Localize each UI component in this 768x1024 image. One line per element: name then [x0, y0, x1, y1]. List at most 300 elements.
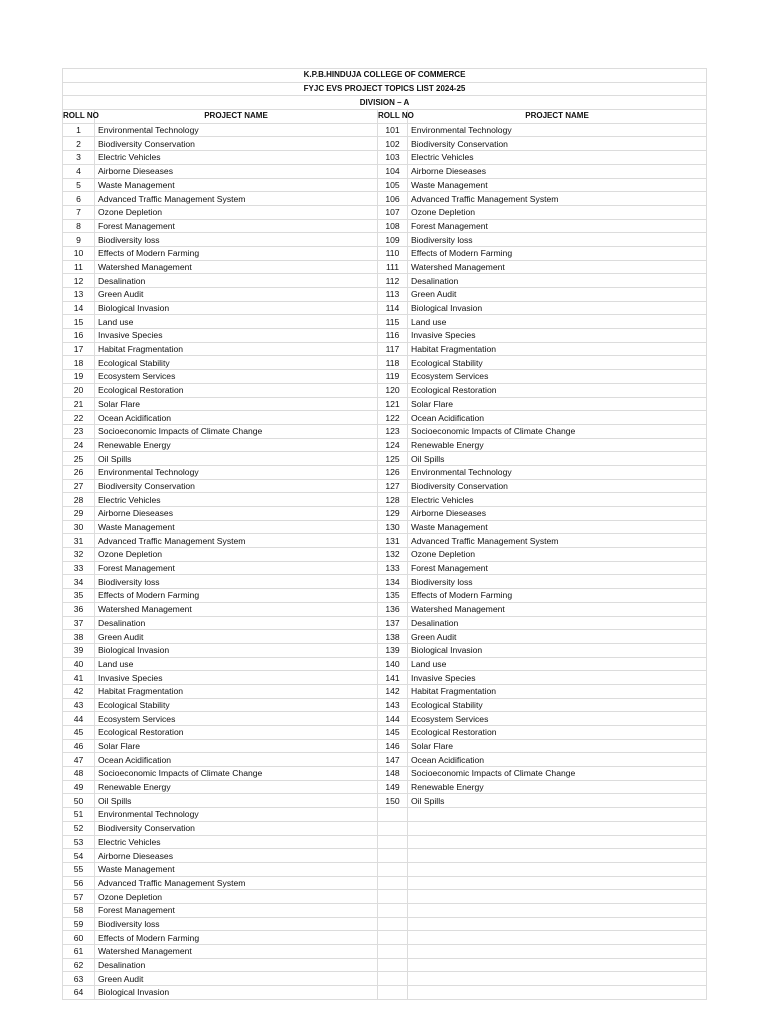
left-project-name: Environmental Technology	[95, 123, 378, 137]
right-roll-no: 136	[378, 602, 408, 616]
right-roll-no: 107	[378, 205, 408, 219]
left-project-name: Biological Invasion	[95, 986, 378, 1000]
table-row	[63, 767, 707, 781]
right-roll-no: 150	[378, 794, 408, 808]
left-roll-no: 9	[63, 233, 95, 247]
right-roll-no	[378, 835, 408, 849]
left-roll-no: 63	[63, 972, 95, 986]
right-project-name	[408, 903, 707, 917]
table-row	[63, 438, 707, 452]
right-project-name: Renewable Energy	[408, 780, 707, 794]
table-row	[63, 493, 707, 507]
left-roll-no: 51	[63, 808, 95, 822]
header-row-title	[63, 82, 707, 96]
left-roll-no: 58	[63, 903, 95, 917]
left-roll-no: 38	[63, 630, 95, 644]
left-roll-no: 33	[63, 561, 95, 575]
right-project-name: Land use	[408, 657, 707, 671]
left-project-name: Airborne Dieseases	[95, 849, 378, 863]
left-roll-no: 24	[63, 438, 95, 452]
table-row	[63, 753, 707, 767]
right-project-name: Biodiversity Conservation	[408, 137, 707, 151]
right-roll-no: 111	[378, 260, 408, 274]
list-title: FYJC EVS PROJECT TOPICS LIST 2024-25	[63, 82, 707, 96]
left-roll-no: 15	[63, 315, 95, 329]
right-roll-no	[378, 862, 408, 876]
right-project-name: Solar Flare	[408, 739, 707, 753]
left-roll-no: 40	[63, 657, 95, 671]
left-roll-no: 31	[63, 534, 95, 548]
table-row	[63, 288, 707, 302]
right-project-name	[408, 958, 707, 972]
table-row	[63, 972, 707, 986]
left-roll-no: 47	[63, 753, 95, 767]
left-project-name: Ecosystem Services	[95, 370, 378, 384]
table-row	[63, 602, 707, 616]
table-row	[63, 370, 707, 384]
left-project-name: Invasive Species	[95, 671, 378, 685]
left-project-name: Green Audit	[95, 630, 378, 644]
right-project-name: Forest Management	[408, 219, 707, 233]
left-roll-no: 46	[63, 739, 95, 753]
left-roll-no: 35	[63, 589, 95, 603]
left-roll-no: 50	[63, 794, 95, 808]
right-roll-no: 142	[378, 684, 408, 698]
right-project-name: Forest Management	[408, 561, 707, 575]
right-roll-no: 145	[378, 726, 408, 740]
right-roll-no: 146	[378, 739, 408, 753]
right-project-name: Ecological Stability	[408, 356, 707, 370]
left-roll-no: 36	[63, 602, 95, 616]
right-project-name: Habitat Fragmentation	[408, 684, 707, 698]
left-roll-no: 30	[63, 520, 95, 534]
left-roll-no: 16	[63, 329, 95, 343]
table-row	[63, 862, 707, 876]
right-project-name: Socioeconomic Impacts of Climate Change	[408, 767, 707, 781]
right-project-name	[408, 931, 707, 945]
right-roll-no: 141	[378, 671, 408, 685]
table-row	[63, 876, 707, 890]
right-roll-no: 147	[378, 753, 408, 767]
right-project-name: Green Audit	[408, 288, 707, 302]
left-project-name: Forest Management	[95, 903, 378, 917]
column-header-row	[63, 110, 707, 124]
table-row	[63, 520, 707, 534]
right-roll-no: 116	[378, 329, 408, 343]
left-project-name: Ocean Acidification	[95, 753, 378, 767]
left-roll-no: 45	[63, 726, 95, 740]
right-roll-no: 120	[378, 383, 408, 397]
right-project-name: Environmental Technology	[408, 123, 707, 137]
right-project-name: Invasive Species	[408, 329, 707, 343]
left-project-name: Ecosystem Services	[95, 712, 378, 726]
right-roll-no: 122	[378, 411, 408, 425]
left-roll-no: 11	[63, 260, 95, 274]
left-roll-no: 22	[63, 411, 95, 425]
table-row	[63, 315, 707, 329]
right-project-name: Land use	[408, 315, 707, 329]
right-project-name: Electric Vehicles	[408, 493, 707, 507]
table-row	[63, 274, 707, 288]
left-project-name: Socioeconomic Impacts of Climate Change	[95, 767, 378, 781]
right-roll-no	[378, 876, 408, 890]
left-project-name: Electric Vehicles	[95, 493, 378, 507]
left-project-name: Biodiversity Conservation	[95, 821, 378, 835]
right-roll-no	[378, 903, 408, 917]
left-project-name: Solar Flare	[95, 397, 378, 411]
left-roll-no: 21	[63, 397, 95, 411]
left-project-name: Socioeconomic Impacts of Climate Change	[95, 424, 378, 438]
right-roll-no: 118	[378, 356, 408, 370]
table-row	[63, 931, 707, 945]
table-row	[63, 835, 707, 849]
left-roll-no: 14	[63, 301, 95, 315]
right-project-name: Waste Management	[408, 520, 707, 534]
right-roll-no: 124	[378, 438, 408, 452]
left-project-name: Desalination	[95, 958, 378, 972]
right-project-name: Watershed Management	[408, 602, 707, 616]
left-roll-no: 13	[63, 288, 95, 302]
left-roll-no: 17	[63, 342, 95, 356]
left-roll-no: 53	[63, 835, 95, 849]
left-project-name: Airborne Dieseases	[95, 164, 378, 178]
right-roll-no: 126	[378, 465, 408, 479]
left-project-name: Green Audit	[95, 288, 378, 302]
left-roll-no: 55	[63, 862, 95, 876]
right-project-name: Advanced Traffic Management System	[408, 534, 707, 548]
right-roll-no: 114	[378, 301, 408, 315]
left-project-name: Biodiversity Conservation	[95, 137, 378, 151]
right-roll-no: 133	[378, 561, 408, 575]
table-row	[63, 356, 707, 370]
left-project-name: Ecological Stability	[95, 698, 378, 712]
left-project-name: Ozone Depletion	[95, 890, 378, 904]
left-project-name: Forest Management	[95, 219, 378, 233]
right-roll-no	[378, 849, 408, 863]
left-project-name: Biodiversity loss	[95, 575, 378, 589]
left-project-name: Waste Management	[95, 178, 378, 192]
table-row	[63, 794, 707, 808]
roll-no-header: ROLL NO	[63, 110, 95, 124]
table-row	[63, 712, 707, 726]
right-project-name: Biological Invasion	[408, 301, 707, 315]
left-project-name: Oil Spills	[95, 452, 378, 466]
right-roll-no: 110	[378, 246, 408, 260]
left-roll-no: 62	[63, 958, 95, 972]
left-project-name: Renewable Energy	[95, 438, 378, 452]
right-roll-no: 103	[378, 151, 408, 165]
left-roll-no: 28	[63, 493, 95, 507]
right-project-name: Ozone Depletion	[408, 548, 707, 562]
right-roll-no: 143	[378, 698, 408, 712]
right-project-name	[408, 986, 707, 1000]
right-project-name	[408, 890, 707, 904]
right-project-name	[408, 821, 707, 835]
left-project-name: Land use	[95, 657, 378, 671]
left-roll-no: 5	[63, 178, 95, 192]
table-row	[63, 684, 707, 698]
left-roll-no: 57	[63, 890, 95, 904]
right-roll-no	[378, 890, 408, 904]
table-row	[63, 507, 707, 521]
left-roll-no: 4	[63, 164, 95, 178]
division-label: DIVISION – A	[63, 96, 707, 110]
right-roll-no	[378, 821, 408, 835]
header-row-division	[63, 96, 707, 110]
right-project-name: Biodiversity loss	[408, 233, 707, 247]
right-project-name	[408, 972, 707, 986]
left-project-name: Oil Spills	[95, 794, 378, 808]
right-project-name: Green Audit	[408, 630, 707, 644]
left-project-name: Effects of Modern Farming	[95, 931, 378, 945]
left-roll-no: 43	[63, 698, 95, 712]
right-roll-no: 139	[378, 643, 408, 657]
right-roll-no	[378, 958, 408, 972]
left-roll-no: 23	[63, 424, 95, 438]
topics-table	[62, 68, 707, 1000]
right-project-name: Ocean Acidification	[408, 411, 707, 425]
table-row	[63, 821, 707, 835]
right-project-name: Effects of Modern Farming	[408, 246, 707, 260]
left-roll-no: 54	[63, 849, 95, 863]
left-project-name: Biodiversity Conservation	[95, 479, 378, 493]
left-project-name: Ecological Stability	[95, 356, 378, 370]
left-roll-no: 44	[63, 712, 95, 726]
left-roll-no: 49	[63, 780, 95, 794]
right-project-name: Ecosystem Services	[408, 370, 707, 384]
table-row	[63, 397, 707, 411]
left-roll-no: 39	[63, 643, 95, 657]
left-roll-no: 18	[63, 356, 95, 370]
left-project-name: Forest Management	[95, 561, 378, 575]
table-row	[63, 452, 707, 466]
project-topics-sheet	[62, 68, 706, 1000]
left-project-name: Biodiversity loss	[95, 233, 378, 247]
left-roll-no: 7	[63, 205, 95, 219]
table-row	[63, 534, 707, 548]
table-row	[63, 890, 707, 904]
left-roll-no: 52	[63, 821, 95, 835]
table-row	[63, 137, 707, 151]
table-row	[63, 780, 707, 794]
right-roll-no: 123	[378, 424, 408, 438]
table-row	[63, 151, 707, 165]
left-roll-no: 27	[63, 479, 95, 493]
right-project-name: Desalination	[408, 616, 707, 630]
table-row	[63, 917, 707, 931]
right-roll-no	[378, 931, 408, 945]
left-project-name: Land use	[95, 315, 378, 329]
table-row	[63, 643, 707, 657]
right-project-name: Electric Vehicles	[408, 151, 707, 165]
left-roll-no: 34	[63, 575, 95, 589]
table-row	[63, 383, 707, 397]
table-row	[63, 849, 707, 863]
left-roll-no: 26	[63, 465, 95, 479]
table-row	[63, 205, 707, 219]
right-project-name: Biodiversity loss	[408, 575, 707, 589]
right-project-name	[408, 849, 707, 863]
left-project-name: Electric Vehicles	[95, 151, 378, 165]
header-row-college	[63, 69, 707, 83]
right-project-name: Advanced Traffic Management System	[408, 192, 707, 206]
left-project-name: Effects of Modern Farming	[95, 246, 378, 260]
right-roll-no	[378, 972, 408, 986]
right-roll-no: 135	[378, 589, 408, 603]
left-roll-no: 20	[63, 383, 95, 397]
right-roll-no: 102	[378, 137, 408, 151]
left-project-name: Habitat Fragmentation	[95, 684, 378, 698]
right-project-name: Oil Spills	[408, 794, 707, 808]
table-row	[63, 945, 707, 959]
right-project-name: Invasive Species	[408, 671, 707, 685]
left-project-name: Ecological Restoration	[95, 383, 378, 397]
table-row	[63, 698, 707, 712]
right-roll-no	[378, 808, 408, 822]
table-row	[63, 616, 707, 630]
right-roll-no: 106	[378, 192, 408, 206]
right-project-name: Habitat Fragmentation	[408, 342, 707, 356]
right-project-name: Watershed Management	[408, 260, 707, 274]
right-project-name: Waste Management	[408, 178, 707, 192]
table-row	[63, 342, 707, 356]
left-roll-no: 29	[63, 507, 95, 521]
left-project-name: Biodiversity loss	[95, 917, 378, 931]
right-roll-no: 113	[378, 288, 408, 302]
left-project-name: Desalination	[95, 616, 378, 630]
left-roll-no: 10	[63, 246, 95, 260]
table-row	[63, 123, 707, 137]
left-project-name: Biological Invasion	[95, 301, 378, 315]
right-roll-no: 128	[378, 493, 408, 507]
right-roll-no: 137	[378, 616, 408, 630]
table-row	[63, 178, 707, 192]
table-row	[63, 630, 707, 644]
right-project-name: Ecosystem Services	[408, 712, 707, 726]
right-project-name: Effects of Modern Farming	[408, 589, 707, 603]
left-project-name: Effects of Modern Farming	[95, 589, 378, 603]
left-roll-no: 2	[63, 137, 95, 151]
left-project-name: Waste Management	[95, 862, 378, 876]
right-project-name: Desalination	[408, 274, 707, 288]
right-project-name: Biological Invasion	[408, 643, 707, 657]
right-roll-no: 125	[378, 452, 408, 466]
left-roll-no: 25	[63, 452, 95, 466]
left-project-name: Watershed Management	[95, 260, 378, 274]
left-project-name: Airborne Dieseases	[95, 507, 378, 521]
left-project-name: Waste Management	[95, 520, 378, 534]
left-roll-no: 3	[63, 151, 95, 165]
table-row	[63, 192, 707, 206]
right-roll-no	[378, 917, 408, 931]
table-row	[63, 479, 707, 493]
left-roll-no: 19	[63, 370, 95, 384]
left-project-name: Habitat Fragmentation	[95, 342, 378, 356]
table-row	[63, 986, 707, 1000]
left-project-name: Renewable Energy	[95, 780, 378, 794]
table-row	[63, 671, 707, 685]
right-roll-no: 127	[378, 479, 408, 493]
right-project-name: Ocean Acidification	[408, 753, 707, 767]
table-row	[63, 329, 707, 343]
right-roll-no: 130	[378, 520, 408, 534]
left-project-name: Ozone Depletion	[95, 548, 378, 562]
right-project-name: Socioeconomic Impacts of Climate Change	[408, 424, 707, 438]
left-roll-no: 60	[63, 931, 95, 945]
right-roll-no: 105	[378, 178, 408, 192]
right-roll-no: 144	[378, 712, 408, 726]
table-row	[63, 233, 707, 247]
table-row	[63, 726, 707, 740]
left-roll-no: 37	[63, 616, 95, 630]
right-roll-no: 129	[378, 507, 408, 521]
right-project-name	[408, 945, 707, 959]
right-project-name: Airborne Dieseases	[408, 507, 707, 521]
right-roll-no	[378, 986, 408, 1000]
right-roll-no: 117	[378, 342, 408, 356]
table-row	[63, 739, 707, 753]
right-project-name: Ozone Depletion	[408, 205, 707, 219]
right-project-name	[408, 876, 707, 890]
left-roll-no: 64	[63, 986, 95, 1000]
right-roll-no: 140	[378, 657, 408, 671]
left-roll-no: 41	[63, 671, 95, 685]
left-roll-no: 6	[63, 192, 95, 206]
right-project-name	[408, 808, 707, 822]
table-row	[63, 808, 707, 822]
right-project-name: Airborne Dieseases	[408, 164, 707, 178]
right-project-name: Environmental Technology	[408, 465, 707, 479]
right-roll-no: 109	[378, 233, 408, 247]
left-roll-no: 48	[63, 767, 95, 781]
left-project-name: Invasive Species	[95, 329, 378, 343]
right-roll-no: 115	[378, 315, 408, 329]
right-project-name	[408, 917, 707, 931]
right-project-name: Renewable Energy	[408, 438, 707, 452]
table-row	[63, 589, 707, 603]
table-row	[63, 548, 707, 562]
right-roll-no: 148	[378, 767, 408, 781]
table-row	[63, 164, 707, 178]
table-row	[63, 958, 707, 972]
left-roll-no: 1	[63, 123, 95, 137]
right-roll-no: 119	[378, 370, 408, 384]
left-roll-no: 61	[63, 945, 95, 959]
left-project-name: Green Audit	[95, 972, 378, 986]
right-roll-no: 121	[378, 397, 408, 411]
right-project-name	[408, 835, 707, 849]
table-row	[63, 561, 707, 575]
left-project-name: Desalination	[95, 274, 378, 288]
project-name-header-2: PROJECT NAME	[408, 110, 707, 124]
project-name-header: PROJECT NAME	[95, 110, 378, 124]
left-project-name: Watershed Management	[95, 945, 378, 959]
table-row	[63, 219, 707, 233]
right-roll-no: 149	[378, 780, 408, 794]
table-row	[63, 301, 707, 315]
right-roll-no: 112	[378, 274, 408, 288]
left-project-name: Advanced Traffic Management System	[95, 534, 378, 548]
left-project-name: Electric Vehicles	[95, 835, 378, 849]
right-project-name	[408, 862, 707, 876]
left-roll-no: 32	[63, 548, 95, 562]
table-row	[63, 246, 707, 260]
right-project-name: Ecological Restoration	[408, 383, 707, 397]
right-project-name: Ecological Stability	[408, 698, 707, 712]
left-roll-no: 12	[63, 274, 95, 288]
right-project-name: Biodiversity Conservation	[408, 479, 707, 493]
right-project-name: Solar Flare	[408, 397, 707, 411]
